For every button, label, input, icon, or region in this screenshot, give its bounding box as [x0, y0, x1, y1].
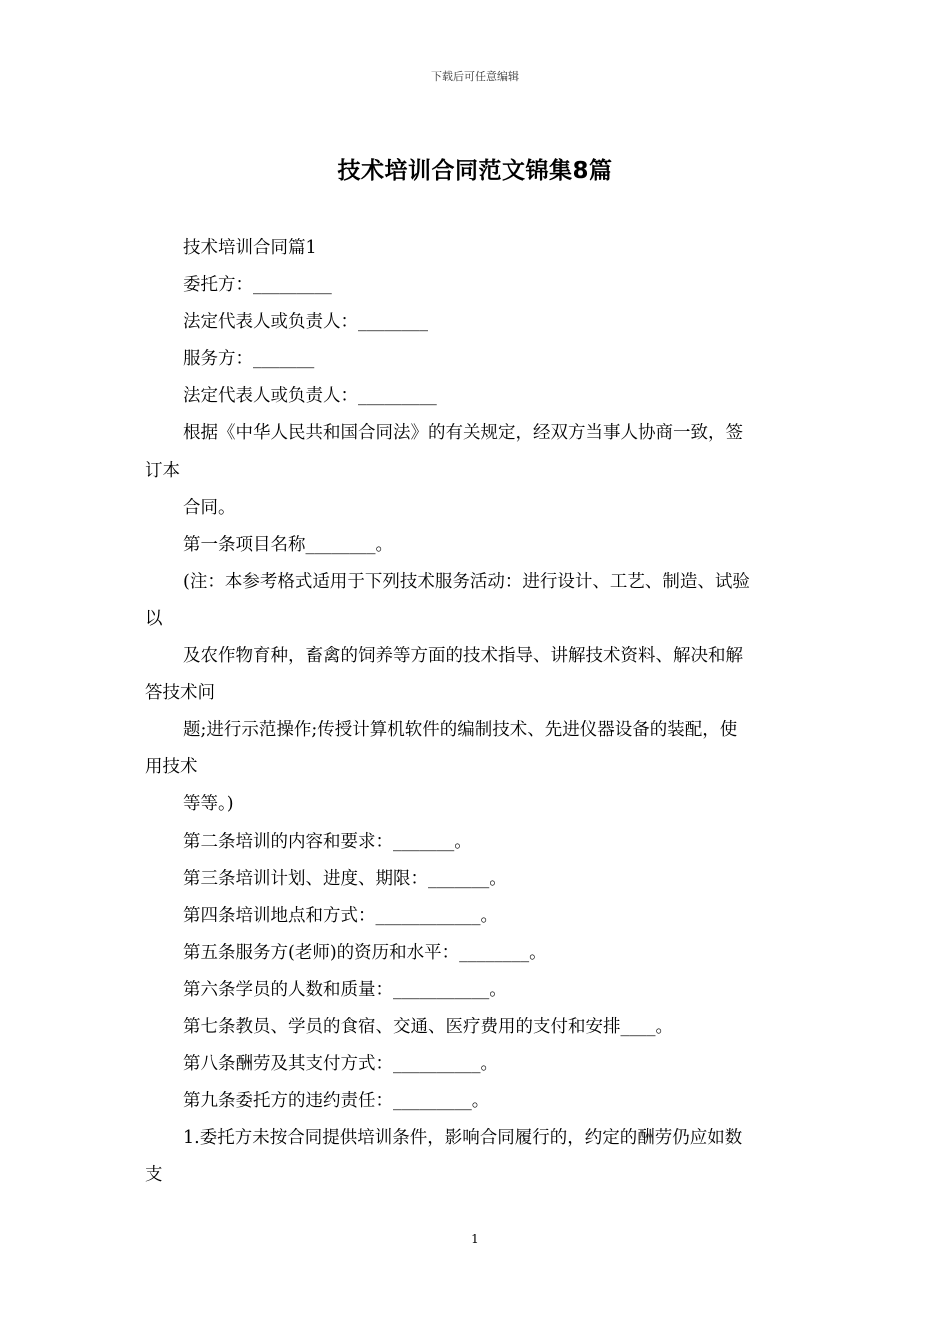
header-note: 下载后可任意编辑	[431, 70, 519, 83]
paragraph-line: 用技术	[145, 757, 198, 778]
paragraph-line: 委托方：_________	[183, 275, 332, 296]
paragraph-line: 第一条项目名称________。	[183, 534, 393, 555]
paragraph-line: 第九条委托方的违约责任：_________。	[183, 1091, 490, 1112]
paragraph-line: 技术培训合同篇1	[183, 238, 317, 258]
paragraph-line: 等等。)	[183, 794, 234, 815]
paragraph-line: 答技术问	[145, 683, 215, 704]
paragraph-line: 及农作物育种，畜禽的饲养等方面的技术指导、讲解技术资料、解决和解	[183, 646, 743, 667]
paragraph-line: 1.委托方未按合同提供培训条件，影响合同履行的，约定的酬劳仍应如数	[183, 1128, 743, 1149]
paragraph-line: 第七条教员、学员的食宿、交通、医疗费用的支付和安排____。	[183, 1016, 673, 1037]
paragraph-line: 根据《中华人民共和国合同法》的有关规定，经双方当事人协商一致，签	[183, 423, 743, 444]
paragraph-line: 第三条培训计划、进度、期限：_______。	[183, 868, 507, 889]
paragraph-line: 合同。	[183, 497, 236, 518]
paragraph-line: 法定代表人或负责人：_________	[183, 386, 437, 407]
paragraph-line: 法定代表人或负责人：________	[183, 312, 428, 333]
paragraph-line: 第六条学员的人数和质量：___________。	[183, 979, 507, 1000]
paragraph-line: 以	[145, 608, 163, 629]
paragraph-line: 第二条培训的内容和要求：_______。	[183, 831, 472, 852]
paragraph-line: 题;进行示范操作;传授计算机软件的编制技术、先进仪器设备的装配，使	[183, 720, 738, 741]
paragraph-line: 订本	[145, 460, 180, 481]
paragraph-line: 第五条服务方(老师)的资历和水平：________。	[183, 942, 547, 963]
document-body	[145, 230, 810, 1194]
page-number: 1	[471, 1232, 479, 1246]
paragraph-line: 服务方：_______	[183, 349, 315, 370]
paragraph-line: 支	[145, 1165, 163, 1186]
paragraph-line: 第四条培训地点和方式：____________。	[183, 905, 498, 926]
paragraph-line: 第八条酬劳及其支付方式：__________。	[183, 1054, 498, 1075]
document-title: 技术培训合同范文锦集8篇	[337, 158, 613, 184]
paragraph-line: (注：本参考格式适用于下列技术服务活动：进行设计、工艺、制造、试验	[183, 571, 750, 592]
